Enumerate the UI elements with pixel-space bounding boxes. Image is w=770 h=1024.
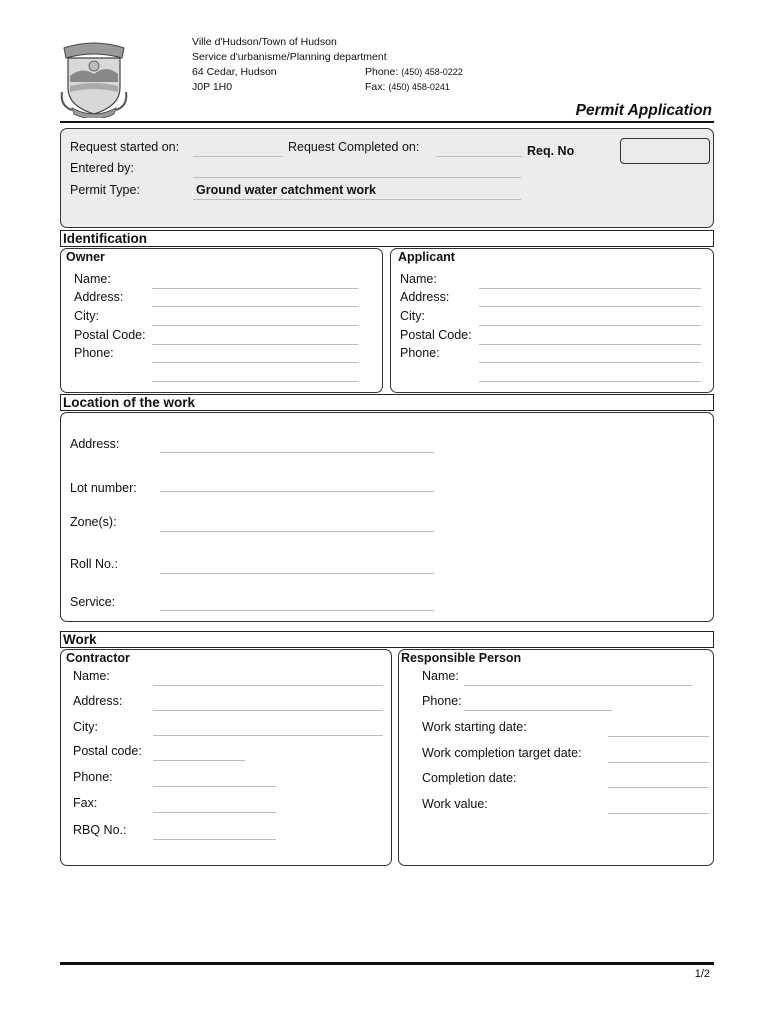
applicant-address-field[interactable]: [479, 306, 701, 307]
town-crest-logo: [58, 36, 130, 118]
owner-box: [60, 248, 383, 393]
owner-postal-label: Postal Code:: [74, 328, 146, 342]
work-section-title: Work: [60, 631, 714, 648]
work-target-date-field[interactable]: [608, 762, 709, 763]
location-section-title: Location of the work: [60, 394, 714, 411]
roll-no-field[interactable]: [160, 573, 434, 574]
work-target-date-label: Work completion target date:: [422, 746, 582, 760]
responsible-title: Responsible Person: [401, 651, 522, 665]
applicant-name-field[interactable]: [479, 288, 701, 289]
phone-label: Phone:: [365, 66, 399, 78]
permit-type-value[interactable]: Ground water catchment work: [196, 183, 376, 197]
fax-value: (450) 458-0241: [388, 82, 450, 92]
contractor-name-label: Name:: [73, 669, 110, 683]
owner-phone-field[interactable]: [152, 362, 358, 363]
contractor-city-label: City:: [73, 720, 98, 734]
department-name: Service d'urbanisme/Planning department: [192, 51, 387, 63]
applicant-city-label: City:: [400, 309, 425, 323]
owner-title: Owner: [66, 250, 105, 264]
responsible-name-label: Name:: [422, 669, 459, 683]
town-name: Ville d'Hudson/Town of Hudson: [192, 36, 337, 48]
phone-value: (450) 458-0222: [401, 67, 463, 77]
lot-number-field[interactable]: [160, 491, 434, 492]
request-completed-field[interactable]: [436, 156, 522, 157]
work-start-date-label: Work starting date:: [422, 720, 527, 734]
fax-line: [365, 81, 450, 93]
contractor-rbq-label: RBQ No.:: [73, 823, 127, 837]
applicant-phone-field[interactable]: [479, 362, 701, 363]
contractor-postal-label: Postal code:: [73, 744, 142, 758]
service-field[interactable]: [160, 610, 434, 611]
zones-label: Zone(s):: [70, 515, 117, 529]
owner-postal-field[interactable]: [152, 344, 358, 345]
zones-field[interactable]: [160, 531, 434, 532]
contractor-name-field[interactable]: [153, 685, 383, 686]
contractor-address-label: Address:: [73, 694, 123, 708]
location-address-label: Address:: [70, 437, 120, 451]
permit-type-label: Permit Type:: [70, 183, 140, 197]
responsible-name-field[interactable]: [464, 685, 692, 686]
owner-city-label: City:: [74, 309, 99, 323]
responsible-phone-label: Phone:: [422, 694, 462, 708]
entered-by-field[interactable]: [193, 177, 521, 178]
contractor-postal-field[interactable]: [153, 760, 245, 761]
owner-phone-label: Phone:: [74, 346, 114, 360]
applicant-name-label: Name:: [400, 272, 437, 286]
identification-section-title: Identification: [60, 230, 714, 247]
applicant-city-field[interactable]: [479, 325, 701, 326]
applicant-address-label: Address:: [400, 290, 450, 304]
street-address: 64 Cedar, Hudson: [192, 66, 277, 78]
owner-address-field[interactable]: [152, 306, 358, 307]
owner-name-field[interactable]: [152, 288, 358, 289]
responsible-phone-field[interactable]: [464, 710, 612, 711]
request-completed-label: Request Completed on:: [288, 140, 420, 154]
owner-city-field[interactable]: [152, 325, 358, 326]
owner-name-label: Name:: [74, 272, 111, 286]
owner-extra-field[interactable]: [152, 381, 358, 382]
fax-label: Fax:: [365, 81, 386, 93]
footer-rule: [60, 962, 714, 965]
page-title: Permit Application: [575, 102, 712, 119]
applicant-postal-label: Postal Code:: [400, 328, 472, 342]
roll-no-label: Roll No.:: [70, 557, 118, 571]
location-address-field[interactable]: [160, 452, 434, 453]
contractor-phone-field[interactable]: [153, 786, 276, 787]
contractor-fax-field[interactable]: [153, 812, 276, 813]
completion-date-label: Completion date:: [422, 771, 517, 785]
req-no-label: Req. No: [527, 144, 575, 158]
lot-number-label: Lot number:: [70, 481, 137, 495]
applicant-title: Applicant: [398, 250, 455, 264]
postal-code: J0P 1H0: [192, 81, 233, 93]
work-value-field[interactable]: [608, 813, 709, 814]
contractor-rbq-field[interactable]: [153, 839, 276, 840]
applicant-postal-field[interactable]: [479, 344, 701, 345]
entered-by-label: Entered by:: [70, 161, 134, 175]
contractor-phone-label: Phone:: [73, 770, 113, 784]
req-no-field[interactable]: [620, 138, 710, 164]
title-rule: [60, 121, 714, 123]
request-started-label: Request started on:: [70, 140, 180, 154]
completion-date-field[interactable]: [608, 787, 709, 788]
owner-address-label: Address:: [74, 290, 124, 304]
work-value-label: Work value:: [422, 797, 488, 811]
applicant-extra-field[interactable]: [479, 381, 701, 382]
contractor-fax-label: Fax:: [73, 796, 98, 810]
applicant-phone-label: Phone:: [400, 346, 440, 360]
contractor-city-field[interactable]: [153, 735, 383, 736]
phone-line: [365, 66, 463, 78]
permit-type-field: [193, 199, 521, 200]
contractor-address-field[interactable]: [153, 710, 383, 711]
contractor-title: Contractor: [66, 651, 130, 665]
page-number: 1/2: [694, 968, 710, 980]
service-label: Service:: [70, 595, 116, 609]
work-start-date-field[interactable]: [608, 736, 709, 737]
request-started-field[interactable]: [193, 156, 282, 157]
location-box: [60, 412, 714, 622]
applicant-box: [390, 248, 714, 393]
